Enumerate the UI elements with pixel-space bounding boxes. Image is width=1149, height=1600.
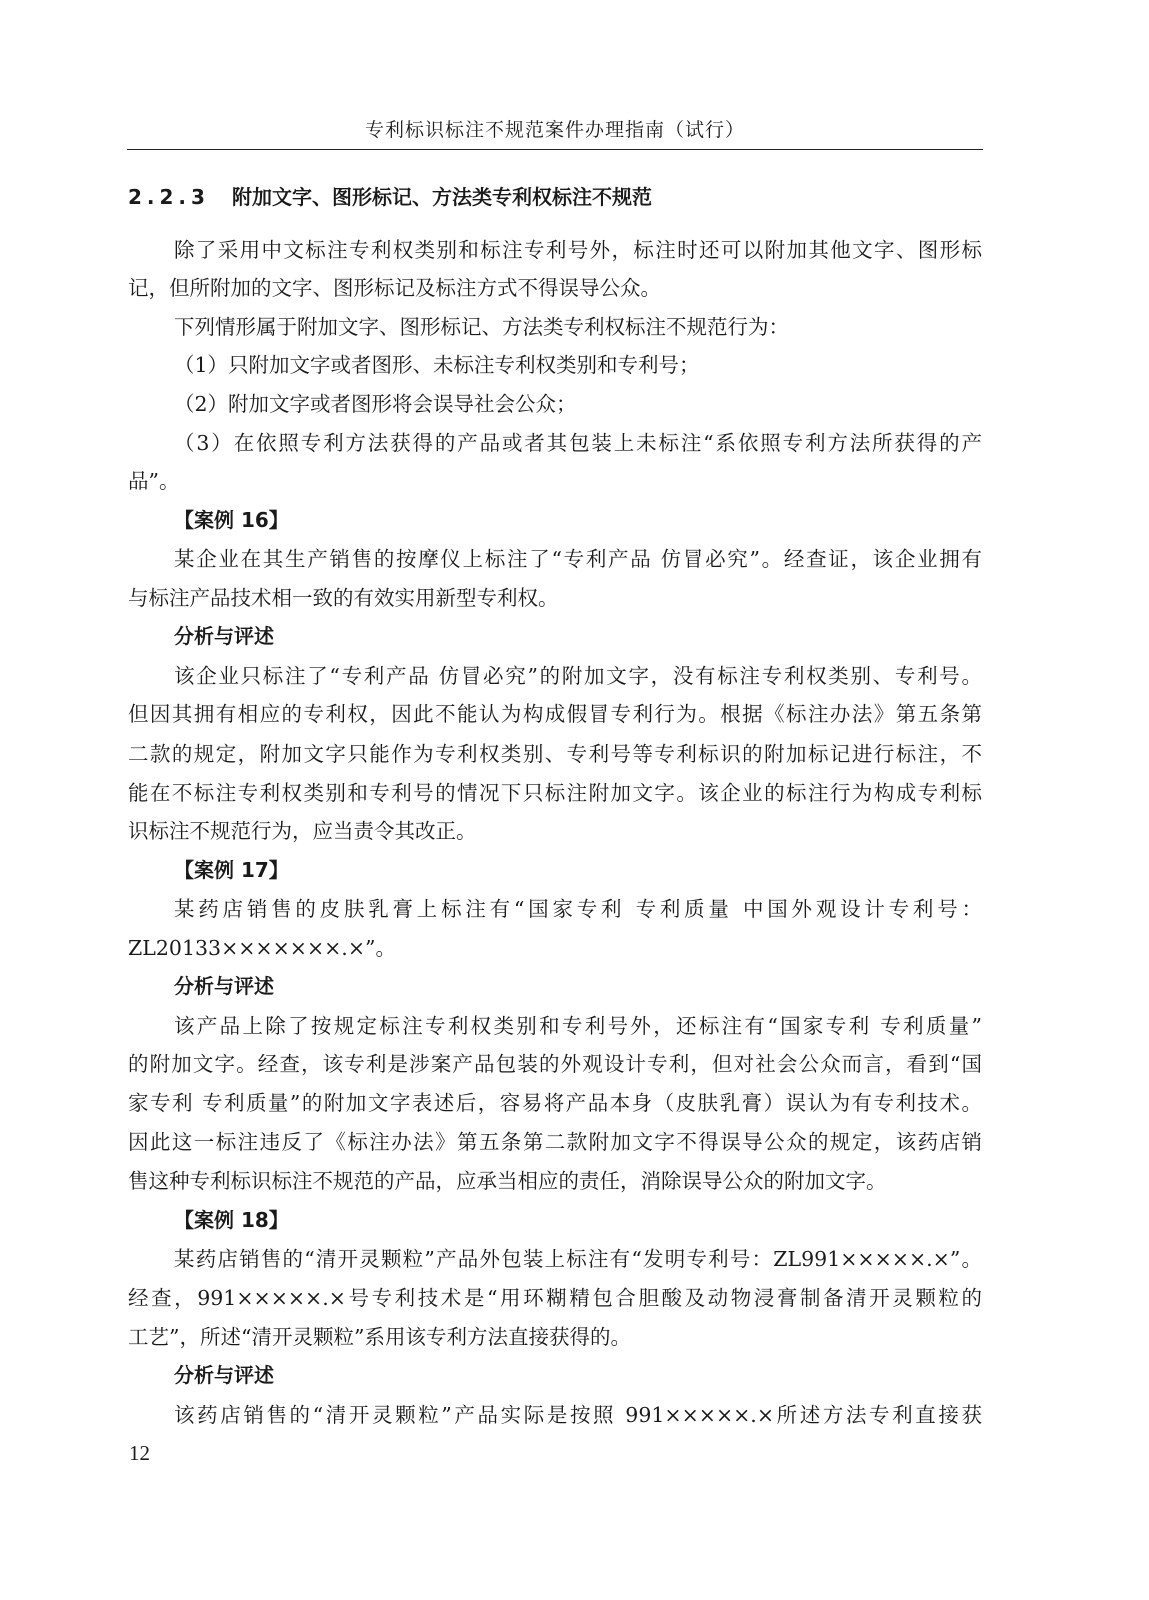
body-line: 能在不标注专利权类别和专利号的情况下只标注附加文字。该企业的标注行为构成专利标 <box>128 781 982 805</box>
body-line: 但因其拥有相应的专利权，因此不能认为构成假冒专利行为。根据《标注办法》第五条第 <box>128 702 982 726</box>
body-line: 该药店销售的“清开灵颗粒”产品实际是按照 991×××××.×所述方法专利直接获 <box>174 1403 982 1427</box>
body-line: 某药店销售的皮肤乳膏上标注有“国家专利 专利质量 中国外观设计专利号： <box>174 897 982 921</box>
running-head: 专利标识标注不规范案件办理指南（试行） <box>364 119 745 141</box>
list-item: （1）只附加文字或者图形、未标注专利权类别和专利号； <box>174 353 700 377</box>
section-heading <box>128 178 982 216</box>
body-line: 品”。 <box>128 469 180 493</box>
body-line: 记，但所附加的文字、图形标记及标注方式不得误导公众。 <box>128 276 661 300</box>
body-line: 经查，991×××××.×号专利技术是“用环糊精包合胆酸及动物浸膏制备清开灵颗粒的 <box>128 1286 982 1310</box>
case-heading: 【案例 16】 <box>174 508 289 532</box>
page-number: 12 <box>129 1441 150 1465</box>
section-number: 2.2.3 <box>128 185 210 209</box>
body-line: 某企业在其生产销售的按摩仪上标注了“专利产品 仿冒必究”。经查证，该企业拥有 <box>174 547 982 571</box>
section-title: 附加文字、图形标记、方法类专利权标注不规范 <box>231 185 652 209</box>
body-line: 下列情形属于附加文字、图形标记、方法类专利权标注不规范行为： <box>174 315 789 339</box>
body-line: 的附加文字。经查，该专利是涉案产品包装的外观设计专利，但对社会公众而言，看到“国 <box>128 1052 982 1076</box>
case-heading: 【案例 17】 <box>174 858 289 882</box>
body-line: 家专利 专利质量”的附加文字表述后，容易将产品本身（皮肤乳膏）误认为有专利技术。 <box>128 1091 982 1115</box>
analysis-heading: 分析与评述 <box>174 1363 274 1387</box>
body-line: 该产品上除了按规定标注专利权类别和专利号外，还标注有“国家专利 专利质量” <box>174 1014 982 1038</box>
body-line: 与标注产品技术相一致的有效实用新型专利权。 <box>128 586 559 610</box>
body-line: 售这种专利标识标注不规范的产品，应承当相应的责任，消除误导公众的附加文字。 <box>128 1169 887 1193</box>
case-heading: 【案例 18】 <box>174 1208 289 1232</box>
body-line: 某药店销售的“清开灵颗粒”产品外包装上标注有“发明专利号：ZL991×××××.×”。 <box>174 1247 982 1271</box>
analysis-heading: 分析与评述 <box>174 624 274 648</box>
list-item: （3）在依照专利方法获得的产品或者其包装上未标注“系依照专利方法所获得的产 <box>174 431 982 455</box>
body-line: 因此这一标注违反了《标注办法》第五条第二款附加文字不得误导公众的规定，该药店销 <box>128 1130 982 1154</box>
analysis-heading: 分析与评述 <box>174 974 274 998</box>
body-line: ZL20133×××××××.×”。 <box>128 936 396 960</box>
body-line: 识标注不规范行为，应当责令其改正。 <box>128 819 477 843</box>
body-line: 二款的规定，附加文字只能作为专利权类别、专利号等专利标识的附加标记进行标注，不 <box>128 742 982 766</box>
list-item: （2）附加文字或者图形将会误导社会公众； <box>174 392 577 416</box>
body-line: 该企业只标注了“专利产品 仿冒必究”的附加文字，没有标注专利权类别、专利号。 <box>174 664 982 688</box>
header-rule <box>127 149 983 150</box>
body-line: 工艺”，所述“清开灵颗粒”系用该专利方法直接获得的。 <box>128 1325 631 1349</box>
body-line: 除了采用中文标注专利权类别和标注专利号外，标注时还可以附加其他文字、图形标 <box>174 238 982 262</box>
